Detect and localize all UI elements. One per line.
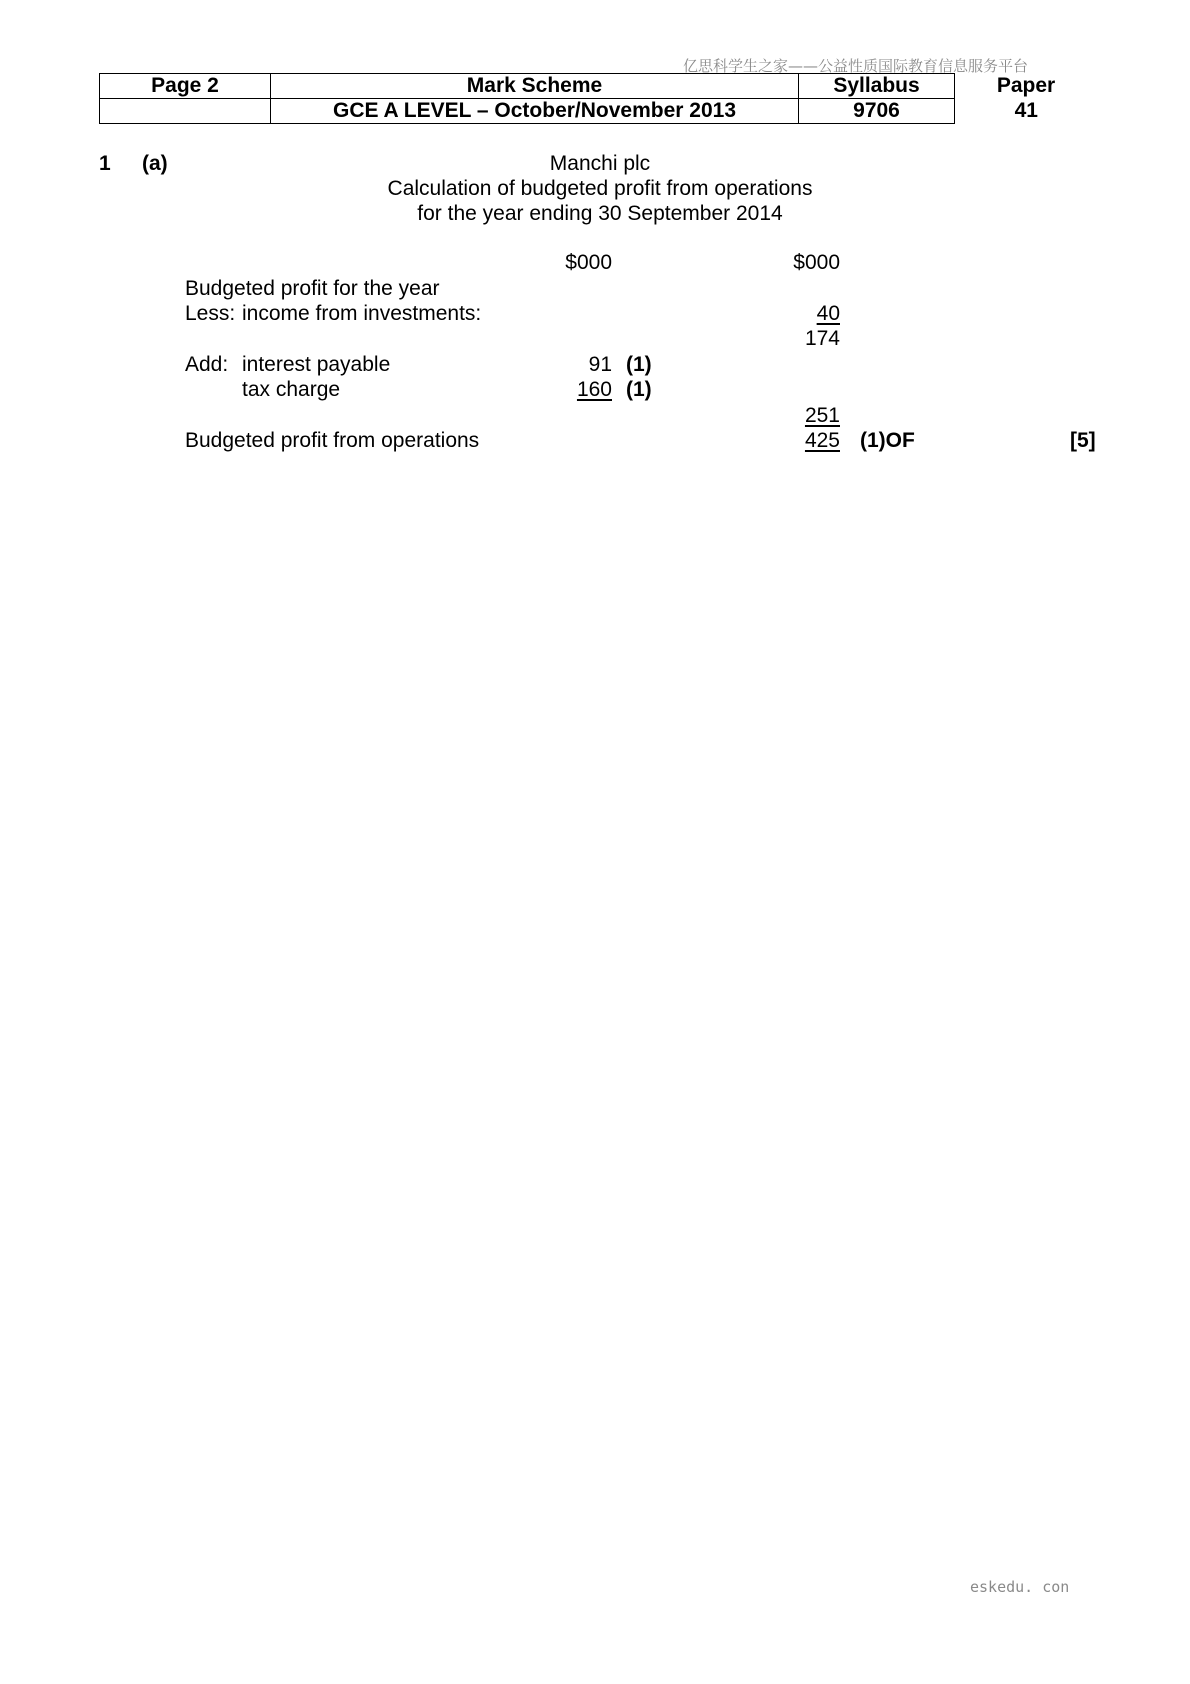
header-syllabus: Syllabus <box>799 74 955 99</box>
title-calculation: Calculation of budgeted profit from operations <box>387 177 813 200</box>
title-period: for the year ending 30 September 2014 <box>417 202 783 225</box>
tax-value-text: 160 <box>576 378 612 401</box>
header-row-1 <box>100 74 1098 99</box>
title-company: Manchi plc <box>549 152 651 175</box>
add-label: Add: <box>185 353 229 376</box>
interest-text: interest payable <box>242 353 391 376</box>
add-total-text: 251 <box>804 404 840 427</box>
header-paper-value: 41 <box>1014 99 1038 122</box>
column-heading-1: $000 <box>565 251 612 274</box>
tax-value <box>520 378 612 402</box>
header-doc-value: GCE A LEVEL – October/November 2013 <box>271 99 799 124</box>
interest-value: 91 <box>588 353 612 376</box>
less-text: income from investments: <box>242 302 482 325</box>
question-part: (a) <box>142 152 168 175</box>
add-total-value <box>748 404 840 428</box>
budgeted-profit-year-label: Budgeted profit for the year <box>185 277 440 300</box>
header-page-value <box>100 99 271 124</box>
interest-mark: (1) <box>626 353 652 376</box>
less-value-text: 40 <box>816 302 840 325</box>
header-row-2 <box>100 99 1098 124</box>
final-label: Budgeted profit from operations <box>185 429 480 452</box>
column-heading-2: $000 <box>793 251 840 274</box>
total-marks: [5] <box>1070 429 1096 452</box>
subtotal-value: 174 <box>804 327 840 350</box>
final-value-text: 425 <box>804 429 840 452</box>
tax-mark: (1) <box>626 378 652 401</box>
final-mark: (1)OF <box>860 429 915 452</box>
header-paper: Paper <box>996 74 1056 97</box>
final-value <box>748 429 840 453</box>
question-number: 1 <box>99 152 111 175</box>
watermark-top: 亿思科学生之家——公益性质国际教育信息服务平台 <box>683 57 1029 75</box>
tax-text: tax charge <box>242 378 341 401</box>
less-value <box>748 302 840 326</box>
header-doc: Mark Scheme <box>271 74 799 99</box>
header-table <box>99 73 1098 124</box>
less-label: Less: <box>185 302 236 325</box>
header-page: Page 2 <box>100 74 271 99</box>
watermark-bottom: eskedu. con <box>970 1578 1070 1596</box>
header-syllabus-value: 9706 <box>799 99 955 124</box>
